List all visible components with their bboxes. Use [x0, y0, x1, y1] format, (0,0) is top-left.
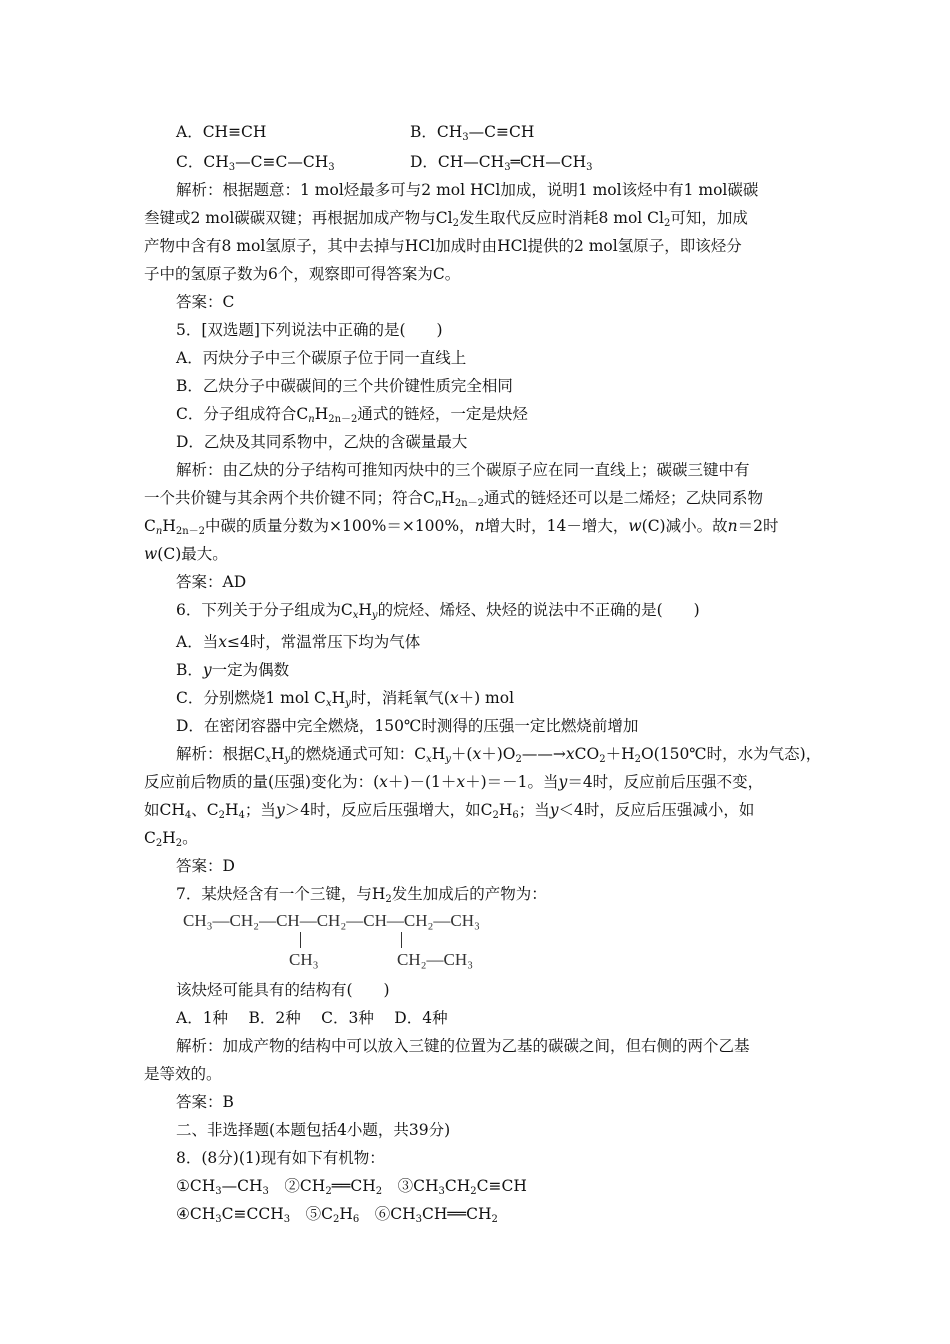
q8-compounds-line-2: $④CH_3C\equiv CCH_3$ $⑤C_2H_6$ $⑥CH_3CH══CH_2$ — [176, 1205, 498, 1225]
q5-answer: 答案：AD — [176, 573, 247, 591]
q4-explanation-2: 叁键或2 mol碳碳双键；再根据加成产物与$Cl_2$发生取代反应时消耗8 mol $Cl_2$可知，加成 — [144, 209, 748, 229]
q6-stem: 6．下列关于分子组成为$C_xH_y$的烷烃、烯烃、炔烃的说法中不正确的是( ) — [176, 601, 700, 621]
q7-question: 该炔烃可能具有的结构有( ) — [176, 981, 390, 999]
q6-explanation-4: $C_2H_2$。 — [144, 829, 198, 849]
q6-explanation-1: 解析：根据$C_xH_y$的燃烧通式可知：$C_xH_y+(x+)O_2——\to xCO_2+H_2O(150℃$时，水为气态)， — [176, 745, 822, 765]
q8-stem: 8．(8分)(1)现有如下有机物： — [176, 1149, 385, 1167]
q6-answer: 答案：D — [176, 857, 235, 875]
q5-option-c: C．分子组成符合$C_nH_{2n-2}$通式的链烃，一定是炔烃 — [176, 405, 528, 425]
section-title: 二、非选择题(本题包括4小题，共39分) — [176, 1121, 451, 1139]
q5-explanation-4: w(C)最大。 — [144, 545, 228, 563]
q6-option-c: C．分别燃烧1 mol $C_xH_y$时，消耗氧气(x＋) mol — [176, 689, 515, 709]
q5-explanation-3: $C_nH_{2n-2}$中碳的质量分数为×100%＝×100%，n增大时，14－增大，w(C)减小。故n＝2时 — [144, 517, 779, 537]
q4-explanation-4: 子中的氢原子数为6个，观察即可得答案为C。 — [144, 265, 461, 283]
q7-options: A．1种 B．2种 C．3种 D．4种 — [176, 1009, 448, 1027]
q5-option-d: D．乙炔及其同系物中，乙炔的含碳量最大 — [176, 433, 468, 451]
q7-structure-bond-2 — [401, 932, 402, 948]
q5-option-a: A．丙炔分子中三个碳原子位于同一直线上 — [176, 349, 467, 367]
q6-explanation-2: 反应前后物质的量(压强)变化为：(x＋)－(1＋x＋)＝－1。当y＝4时，反应前后压强不变， — [144, 773, 764, 791]
q4-explanation-1: 解析：根据题意：1 mol烃最多可与2 mol HCl加成，说明1 mol该烃中有1 mol碳碳 — [176, 181, 759, 199]
q7-explanation-2: 是等效的。 — [144, 1065, 222, 1083]
q5-stem: 5．[双选题]下列说法中正确的是( ) — [176, 321, 443, 339]
q4-option-a: A．CH≡CH — [176, 123, 267, 141]
q5-explanation-1: 解析：由乙炔的分子结构可推知丙炔中的三个碳原子应在同一直线上；碳碳三键中有 — [176, 461, 750, 479]
q4-option-d: D．$CH—CH_3═CH—CH_3$ — [410, 153, 593, 173]
q6-option-a: A．当x≤4时，常温常压下均为气体 — [176, 633, 421, 651]
q7-structure-bond-1 — [300, 932, 301, 948]
q7-structure-branch-ethyl: CH₂—CH₃ — [397, 950, 474, 969]
q7-stem: 7．某炔烃含有一个三键，与$H_2$发生加成后的产物为： — [176, 885, 547, 905]
q6-option-b: B．y一定为偶数 — [176, 661, 290, 679]
q4-option-c: C．$CH_3—C\equiv C—CH_3$ — [176, 153, 335, 173]
q7-answer: 答案：B — [176, 1093, 234, 1111]
q5-explanation-2: 一个共价键与其余两个共价键不同；符合$C_nH_{2n-2}$通式的链烃还可以是二烯烃；乙炔同系物 — [144, 489, 764, 509]
q7-structure-main-chain: CH₃—CH₂—CH—CH₂—CH—CH₂—CH₃ — [183, 911, 480, 930]
q7-explanation-1: 解析：加成产物的结构中可以放入三键的位置为乙基的碳碳之间，但右侧的两个乙基 — [176, 1037, 750, 1055]
q8-compounds-line-1: $①CH_3—CH_3$ $②CH_2══CH_2$ $③CH_3CH_2C\equiv CH$ — [176, 1177, 527, 1197]
q4-answer: 答案：C — [176, 293, 235, 311]
q4-explanation-3: 产物中含有8 mol氢原子，其中去掉与HCl加成时由HCl提供的2 mol氢原子，即该烃分 — [144, 237, 742, 255]
q5-option-b: B．乙炔分子中碳碳间的三个共价键性质完全相同 — [176, 377, 513, 395]
q6-option-d: D．在密闭容器中完全燃烧，150℃时测得的压强一定比燃烧前增加 — [176, 717, 639, 735]
q4-option-b: B．$CH_3—C\equiv CH$ — [410, 123, 535, 143]
q6-explanation-3: 如$CH_4$、$C_2H_4$；当y＞4时，反应后压强增大，如$C_2H_6$；当y＜4时，反应后压强减小，如 — [144, 801, 755, 821]
q7-structure-branch-methyl: CH₃ — [289, 950, 319, 969]
